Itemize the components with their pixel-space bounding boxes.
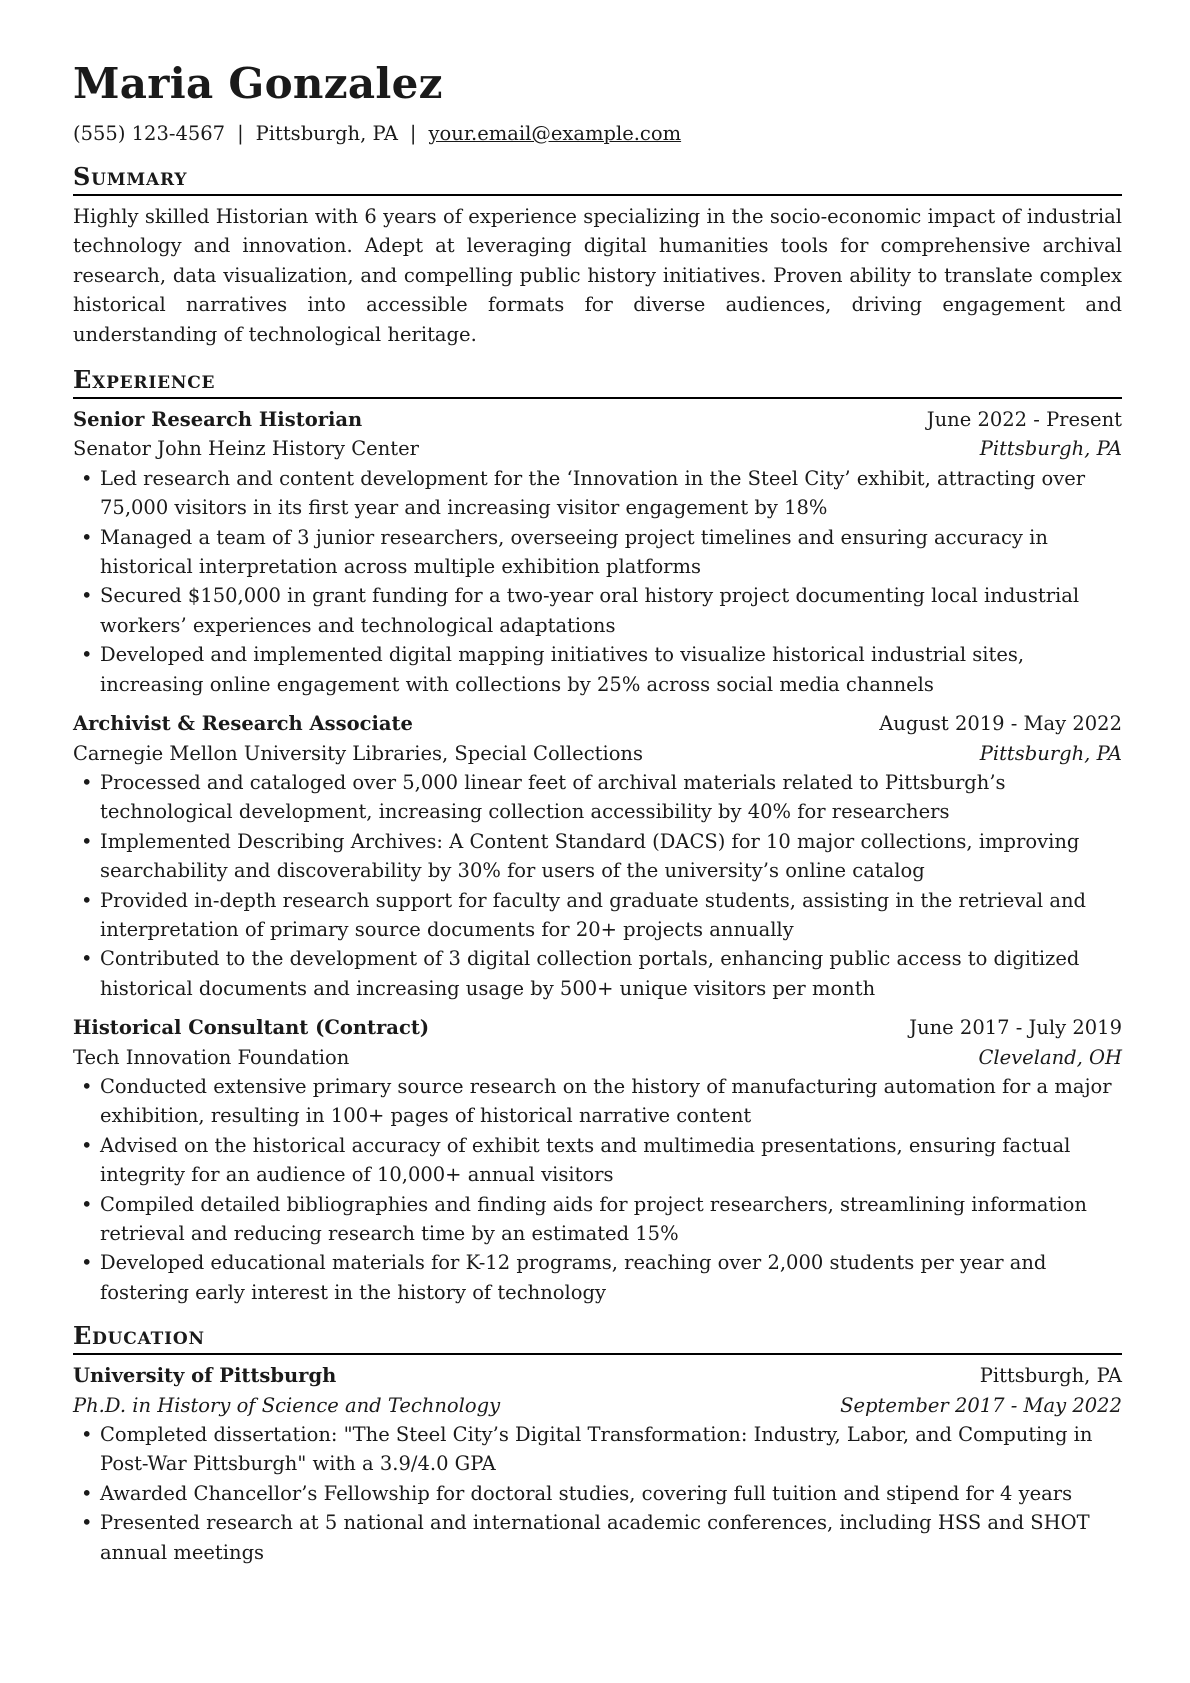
bullet-item <box>73 1248 1122 1307</box>
experience-heading: Experience <box>73 365 1122 399</box>
bullet-icon: • <box>81 770 93 794</box>
bullet-item <box>73 1072 1122 1131</box>
bullet-item <box>73 827 1122 886</box>
job-organization: Carnegie Mellon University Libraries, Special Collections <box>73 741 643 765</box>
bullet-text: Developed and implemented digital mapping initiatives to visualize historical industrial sites, increasing online engagement with collections by 25% across social media channels <box>100 643 1025 696</box>
job-location: Pittsburgh, PA <box>979 437 1122 461</box>
education-header-row <box>73 1361 1122 1390</box>
job-title: Historical Consultant (Contract) <box>73 1016 430 1040</box>
bullet-icon: • <box>81 525 93 549</box>
bullet-item <box>73 640 1122 699</box>
contact-line <box>73 120 1122 148</box>
job-header-row <box>73 709 1122 738</box>
contact-separator: | <box>409 122 417 145</box>
summary-heading: Summary <box>73 162 1122 196</box>
bullet-item <box>73 1420 1122 1479</box>
bullet-item <box>73 886 1122 945</box>
bullet-text: Advised on the historical accuracy of exhibit texts and multimedia presentations, ensuring factual integrity for an audience of 10,000+ annual visitors <box>100 1133 1071 1187</box>
bullet-item <box>73 581 1122 640</box>
job-dates: June 2017 - July 2019 <box>909 1016 1122 1040</box>
job-org-row <box>73 434 1122 463</box>
bullet-text: Conducted extensive primary source research on the history of manufacturing automation for a major exhibition, resulting in 100+ pages of historical narrative content <box>100 1074 1112 1128</box>
job-location: Pittsburgh, PA <box>979 741 1122 765</box>
phone-number: (555) 123-4567 <box>73 122 226 145</box>
bullet-icon: • <box>81 1511 93 1535</box>
bullet-icon: • <box>81 643 93 667</box>
bullet-text: Contributed to the development of 3 digital collection portals, enhancing public access to digitized historical documents and increasing usage by 500+ unique visitors per month <box>100 947 1080 1000</box>
bullet-text: Awarded Chancellor’s Fellowship for doctoral studies, covering full tuition and stipend for 4 years <box>100 1481 1073 1505</box>
education-heading: Education <box>73 1321 1122 1355</box>
job-org-row <box>73 739 1122 768</box>
job-entry <box>73 709 1122 1003</box>
job-org-row <box>73 1043 1122 1072</box>
contact-separator: | <box>237 122 244 145</box>
bullet-text: Secured $150,000 in grant funding for a two-year oral history project documenting local industrial workers’ experiences and technological adaptations <box>100 584 1080 637</box>
job-header-row <box>73 405 1122 434</box>
job-entry <box>73 405 1122 699</box>
bullet-text: Provided in-depth research support for faculty and graduate students, assisting in the retrieval and interpretation of primary source documents for 20+ projects annually <box>100 888 1086 941</box>
bullet-icon: • <box>81 947 93 971</box>
job-bullets <box>73 768 1122 1003</box>
school-name: University of Pittsburgh <box>73 1364 337 1388</box>
bullet-icon: • <box>81 829 93 853</box>
bullet-item <box>73 1508 1122 1567</box>
job-dates: August 2019 - May 2022 <box>879 712 1122 736</box>
candidate-name: Maria Gonzalez <box>73 59 443 108</box>
bullet-item <box>73 1190 1122 1249</box>
bullet-icon: • <box>81 1074 93 1098</box>
job-organization: Senator John Heinz History Center <box>73 437 419 461</box>
email-link[interactable]: your.email@example.com <box>428 122 682 145</box>
bullet-text: Compiled detailed bibliographies and finding aids for project researchers, streamlining information retrieval and reducing research time by an estimated 15% <box>100 1192 1087 1245</box>
bullet-item <box>73 523 1122 582</box>
bullet-icon: • <box>81 466 93 490</box>
job-organization: Tech Innovation Foundation <box>73 1045 350 1069</box>
bullet-icon: • <box>81 1251 93 1275</box>
job-title: Senior Research Historian <box>73 408 363 432</box>
bullet-item <box>73 1479 1122 1508</box>
summary-text: Highly skilled Historian with 6 years of experience specializing in the socio-economic impact of industrial technology and innovation. Adept at leveraging digital humanities tools for comprehensive archival research, data visualization, and compelling public history initiatives. Proven ability to translate complex historical narratives into accessible formats for diverse audiences, driving engagement and understanding of technological heritage. <box>73 205 1122 346</box>
education-entry <box>73 1361 1122 1567</box>
bullet-item <box>73 1131 1122 1190</box>
job-entry <box>73 1013 1122 1307</box>
bullet-item <box>73 944 1122 1003</box>
degree-row <box>73 1391 1122 1420</box>
job-dates: June 2022 - Present <box>926 408 1122 432</box>
education-bullets <box>73 1420 1122 1567</box>
bullet-icon: • <box>81 888 93 912</box>
bullet-text: Completed dissertation: "The Steel City’s Digital Transformation: Industry, Labor, and Computing in Post-War Pittsburgh" with a 3.9/4.0 GPA <box>100 1423 1093 1476</box>
location-text: Pittsburgh, PA <box>255 122 398 145</box>
bullet-item <box>73 768 1122 827</box>
job-title: Archivist & Research Associate <box>73 712 413 736</box>
bullet-text: Presented research at 5 national and international academic conferences, including HSS and SHOT annual meetings <box>100 1511 1090 1564</box>
education-dates: September 2017 - May 2022 <box>840 1393 1122 1417</box>
bullet-item <box>73 464 1122 523</box>
job-location: Cleveland, OH <box>978 1045 1122 1069</box>
bullet-icon: • <box>81 1133 93 1157</box>
bullet-text: Developed educational materials for K-12 programs, reaching over 2,000 students per year and fostering early interest in the history of technology <box>100 1251 1047 1304</box>
job-bullets <box>73 1072 1122 1307</box>
bullet-text: Managed a team of 3 junior researchers, overseeing project timelines and ensuring accuracy in historical interpretation across multiple exhibition platforms <box>100 525 1048 579</box>
bullet-icon: • <box>81 1481 93 1505</box>
bullet-icon: • <box>81 584 93 608</box>
job-bullets <box>73 464 1122 699</box>
bullet-text: Implemented Describing Archives: A Content Standard (DACS) for 10 major collections, improving searchability and discoverability by 30% for users of the university’s online catalog <box>100 829 1080 883</box>
bullet-text: Processed and cataloged over 5,000 linear feet of archival materials related to Pittsburgh’s technological development, increasing collection accessibility by 40% for researchers <box>100 770 1006 824</box>
degree-name: Ph.D. in History of Science and Technology <box>73 1393 501 1417</box>
bullet-icon: • <box>81 1423 93 1447</box>
school-location: Pittsburgh, PA <box>979 1364 1122 1388</box>
job-header-row <box>73 1013 1122 1042</box>
bullet-icon: • <box>81 1192 93 1216</box>
bullet-text: Led research and content development for the ‘Innovation in the Steel City’ exhibit, attracting over 75,000 visitors in its first year and increasing visitor engagement by 18% <box>100 466 1086 520</box>
